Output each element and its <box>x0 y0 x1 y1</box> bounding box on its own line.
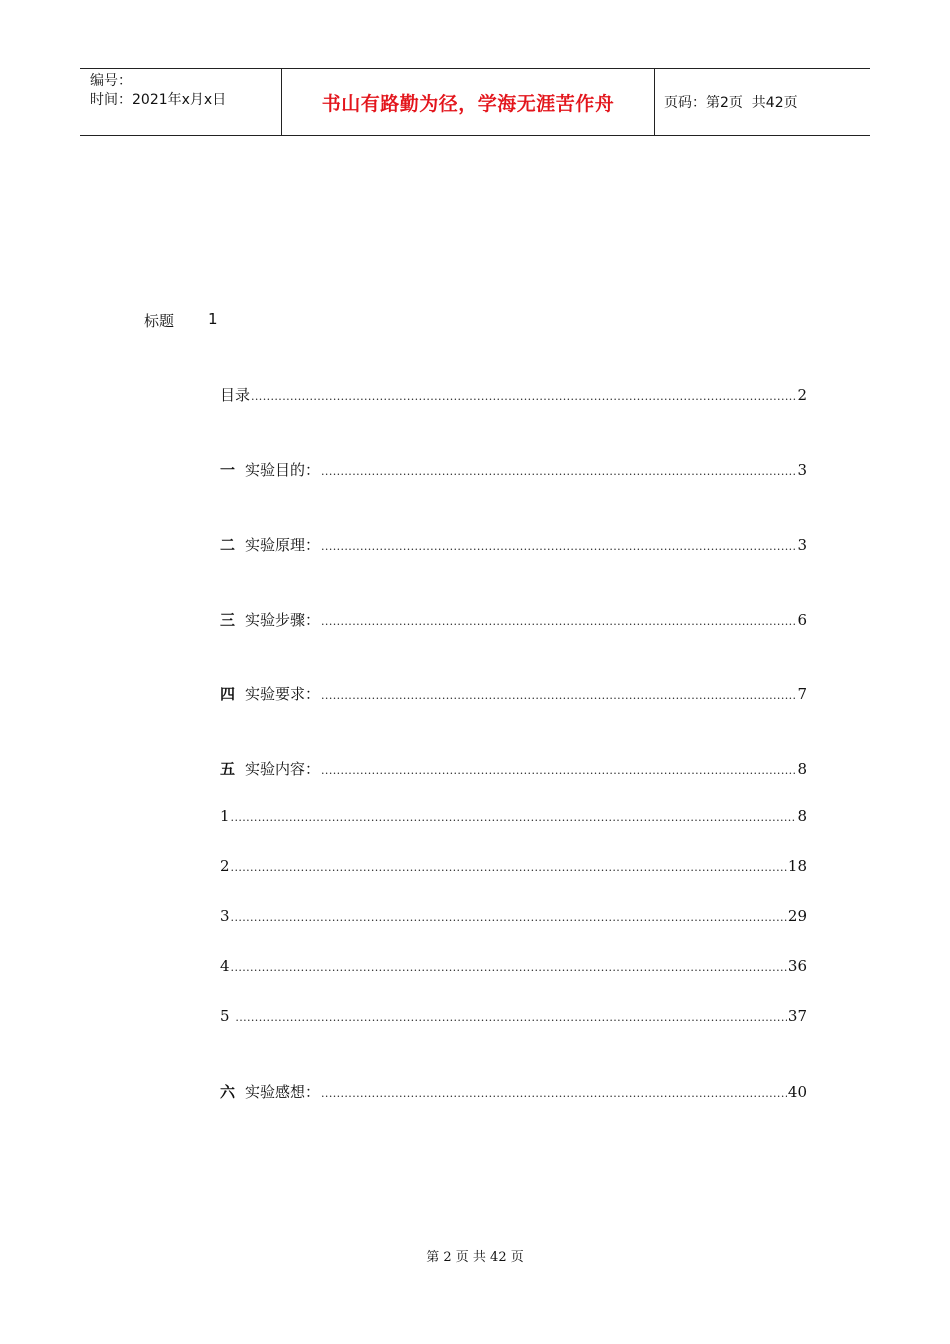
toc-label: 1 <box>220 807 230 825</box>
toc-entry-sub-5[interactable] <box>220 1007 807 1027</box>
toc-label: 5 <box>220 1007 235 1025</box>
toc-page-number: 3 <box>797 536 807 554</box>
toc-leader-dots <box>321 540 796 553</box>
toc-section-mark: 三 <box>220 611 236 629</box>
toc-entry-sub-1[interactable] <box>220 807 807 827</box>
toc-label: 实验要求： <box>245 685 321 703</box>
toc-page-number: 40 <box>787 1083 807 1101</box>
header-left-cell <box>80 69 281 135</box>
toc-section-mark: 六 <box>220 1083 236 1101</box>
toc-leader-dots <box>251 390 796 403</box>
toc-entry-sub-3[interactable] <box>220 907 807 927</box>
number-label: 编号： <box>90 73 132 89</box>
toc-section-mark: 四 <box>220 685 236 703</box>
toc-section-mark: 五 <box>220 760 236 778</box>
toc-leader-dots <box>231 861 787 874</box>
toc-page-number: 8 <box>797 760 807 778</box>
heading-1 <box>144 310 218 331</box>
toc-page-number: 8 <box>797 807 807 825</box>
page-footer: 第 2 页 共 42 页 <box>426 1250 524 1265</box>
page-info: 页码：第2页 共42页 <box>664 95 798 111</box>
toc-entry-content[interactable] <box>220 758 807 778</box>
toc-label: 实验目的： <box>245 461 321 479</box>
heading-number: 1 <box>208 310 218 328</box>
toc-label: 目录 <box>220 386 251 404</box>
heading-label: 标题 <box>144 312 175 330</box>
toc-entry-contents[interactable] <box>220 384 807 404</box>
toc-label: 实验原理： <box>245 536 321 554</box>
toc-entry-purpose[interactable] <box>220 459 807 479</box>
toc-leader-dots <box>231 961 787 974</box>
toc-section-mark: 一 <box>220 461 236 479</box>
toc-label: 实验感想： <box>245 1083 321 1101</box>
toc-entry-sub-2[interactable] <box>220 857 807 877</box>
header-motto-cell <box>281 69 655 135</box>
toc-page-number: 18 <box>787 857 807 875</box>
header-page-cell <box>655 69 870 135</box>
toc-leader-dots <box>321 465 796 478</box>
toc-entry-principle[interactable] <box>220 534 807 554</box>
time-label: 时间：2021年x月x日 <box>90 92 227 108</box>
page-header <box>80 68 870 136</box>
toc-leader-dots <box>231 811 797 824</box>
toc-label: 实验步骤： <box>245 611 321 629</box>
toc-page-number: 3 <box>797 461 807 479</box>
toc-page-number: 36 <box>787 957 807 975</box>
toc-label: 3 <box>220 907 230 925</box>
toc-leader-dots <box>235 1011 787 1024</box>
toc-leader-dots <box>231 911 787 924</box>
toc-leader-dots <box>321 1087 787 1100</box>
toc-page-number: 2 <box>797 386 807 404</box>
toc-leader-dots <box>321 689 796 702</box>
toc-entry-steps[interactable] <box>220 609 807 629</box>
toc-label: 2 <box>220 857 230 875</box>
motto-text: 书山有路勤为径，学海无涯苦作舟 <box>321 92 615 115</box>
toc-label: 实验内容： <box>245 760 321 778</box>
toc-label: 4 <box>220 957 230 975</box>
toc-leader-dots <box>321 615 796 628</box>
toc-page-number: 29 <box>787 907 807 925</box>
toc-entry-sub-4[interactable] <box>220 957 807 977</box>
toc-page-number: 6 <box>797 611 807 629</box>
toc-section-mark: 二 <box>220 536 236 554</box>
toc-leader-dots <box>321 764 796 777</box>
toc-entry-reflection[interactable] <box>220 1081 807 1101</box>
toc-entry-requirements[interactable] <box>220 683 807 703</box>
toc-page-number: 37 <box>787 1007 807 1025</box>
toc-page-number: 7 <box>797 685 807 703</box>
